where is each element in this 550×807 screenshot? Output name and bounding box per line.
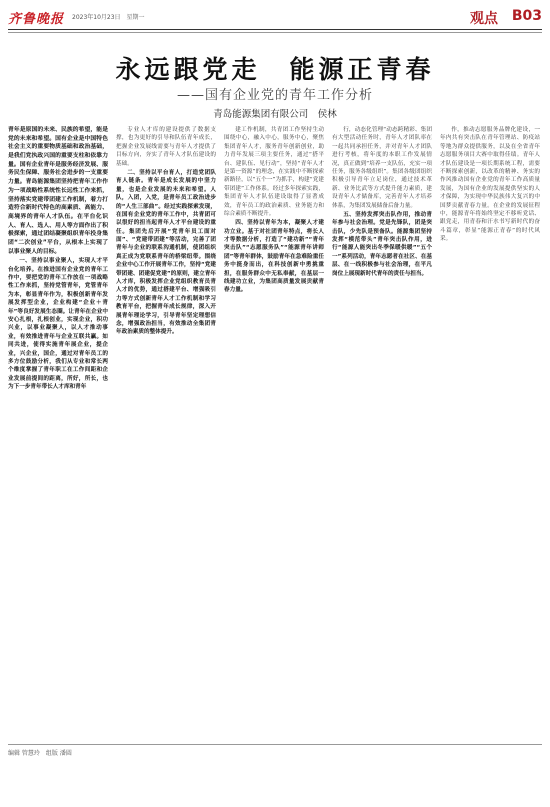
page-number: B03 — [511, 8, 542, 24]
article-column-1 — [8, 126, 108, 736]
article-column-3 — [224, 126, 324, 736]
paragraph: 一、坚持以事业聚人，实现人才平台化培养。在推进国有企业党的青年工作中，要把党的青年工作放在一项战略性工作来抓，坚持党管青年，党管青年为本，彰显青年作为，积极创新青年发展发挥型企业，企业构建“企业＋青年”等良好发展生态圈。让青年在企业中安心扎根，扎根创业，实现企业，积功兴业，以事业凝聚人，以人才推动事业，有效推进青年与企业互联共赢。如同共进，使得实施青年展企业，提企业，兴企业，国企，通过对青年员工的多方位鼓励分析，我们从专业和常长两个维度掌握了青年职工在工作间距和企业发展前提间的距离，所好，所长，也为下一步青年带长人才库和青年 — [8, 258, 108, 391]
article-subhead: ——国有企业党的青年工作分析 — [176, 88, 373, 103]
paragraph: 行，动态化管理“动态跨精彩、集团有大型活动任务时，青年人才团队率在一起共同承担任务，并对青年人才团队进行考核，将年度的本职工作发展情况，真正做到“培养一支队伍，充实一项任务，服务各级组织”。集团各级团组织积极引导青年立足岗位，通过技术革新、业务比武等方式提升能力素质，建设青年人才储备库，完善青年人才培养体系，为集团发展储备后备力量。 — [332, 127, 432, 209]
article-column-2 — [116, 126, 216, 736]
paragraph: 专业人才库的建设提供了数据支撑，也为更好的引导和队伍青年成长，把握企业发展线需要与青年人才提供了目标方向，夯实了青年人才队伍建设的基础。 — [116, 127, 216, 167]
paragraph: 二、坚持以平台育人，打造党团队育人链条。青年是成长发展的中坚力量，也是企业发展的未来和希望。人队，入团，入党，是青年员工政治进步的“人生三部曲”。经过实践探索发现，在国有企业党的青年工作中，共青团可以很好的担当起青年人才平台建设的重任。集团先后开展“党青年员工面对面”、“党建带团建”等活动，完善了团青年与企业的联系沟通机制，使团组织真正成为党联系青年的桥梁纽带。围绕企业中心工作开展青年工作，坚持“党建带团建、团建促党建”的原则，建立青年人才库，积极发挥企业党组织教育员青人才的优势，通过搭建平台、增强吸引力等方式创新青年人才工作机制和学习教育平台，把握青年成长规律，深入开展青年理论学习，引导青年坚定理想信念，增强政治担当，有效推动全集团青年政治素质的整体提升。 — [116, 169, 216, 336]
paragraph: 四、坚持以青年为本，凝聚人才建功立业。基于对社团青年特点，将长人才等数据分析，打造了“建功新”“青年突击队”“志愿服务队”“能源青年讲师团”等青年群体，鼓励青年在急难险重任务中挺身而出，在科技创新中勇挑重担，在服务群众中无私奉献，在基层一线建功立业，为集团高质量发展贡献青春力量。 — [224, 220, 324, 294]
issue-date: 2023年10月23日 星期一 — [72, 14, 145, 21]
paragraph: 五、坚持发挥突击队作用，推动青年参与社会治理。党是先锋队，团是突击队，少先队是预备队。能源集团坚持发挥“模范带头”青年突击队作用，进行“能源人能突出冬季保暖供暖”“五个一”系列活动，青年志愿者在社区、在基层、在一线积极参与社会治理，在平凡岗位上展现新时代青年的责任与担当。 — [332, 211, 432, 277]
article-column-5 — [440, 126, 540, 736]
masthead-rule-thin — [8, 32, 542, 33]
paragraph: 青年是原国的未来、民族的希望，能是党的未来和希望。国有企业是中国特色社会主义的重要物质基础和政治基础，是我们党执政兴国的重要支柱和依靠力量。国有企业青年是服务经济发展、服务民生保障、服务社会进步的一支重要力量。青岛能源集团坚持把青年工作作为一项战略性系统性长远性工作来抓，坚持落实党建带团建工作机制，着力打造符合新时代特色的高素质、高能力、高境界的青年人才队伍。在平台化识人、育人、选人、用人等方面作出了积极探索，通过团结凝聚组织青年投身集团“二次创业”平台，从根本上实现了以事业聚人的目标。 — [8, 127, 108, 255]
article-headline: 永远跟党走 能源正青春 — [115, 55, 435, 84]
article-body — [8, 126, 542, 736]
masthead — [0, 0, 550, 30]
paragraph: 作，推动志愿服务品牌化建设，一年内共有突击队在青年管理站、防疫站等地为群众提供服务，以及在全省青年志愿服务项目大赛中取得佳绩。青年人才队伍建设是一项长期系统工程，需要不断探索创新，以改革的精神、务实的作风推动国有企业党的青年工作高质量发展，为国有企业的发展提供坚实的人才保障，为实现中华民族伟大复兴的中国梦贡献青春力量。在企业的发展征程中，能源青年将始终坚定不移听党话、跟党走，用青春和汗水书写新时代的奋斗篇章，彰显“能源正青春”的时代风采。 — [440, 127, 540, 243]
footer-editors: 编辑 管慧玲 组版 潘圆 — [8, 750, 72, 757]
article-byline: 青岛能源集团有限公司 侯林 — [213, 109, 337, 120]
newspaper-logo: 齐鲁晚报 — [8, 12, 65, 27]
masthead-rule — [8, 29, 542, 30]
paragraph: 建工作机制，共青团工作坚持生动围绕中心，融入中心，服务中心，聚焦集团青年人才，服务青年创新创业，助力青年发展三项主要任务，通过“搭平台、建队伍、见行动”，坚持“青年人才是第一资源”的理念，在实践中不断探索新路径，以“五个一”为抓手，构建“党建带团建”工作体系。经过多年探索实践，集团青年人才队伍建设取得了显著成效，青年员工的政治素质、业务能力和综合素质不断提升。 — [224, 127, 324, 217]
section-name: 观点 — [470, 11, 498, 27]
article-column-4 — [332, 126, 432, 736]
footer-rule — [8, 744, 542, 745]
